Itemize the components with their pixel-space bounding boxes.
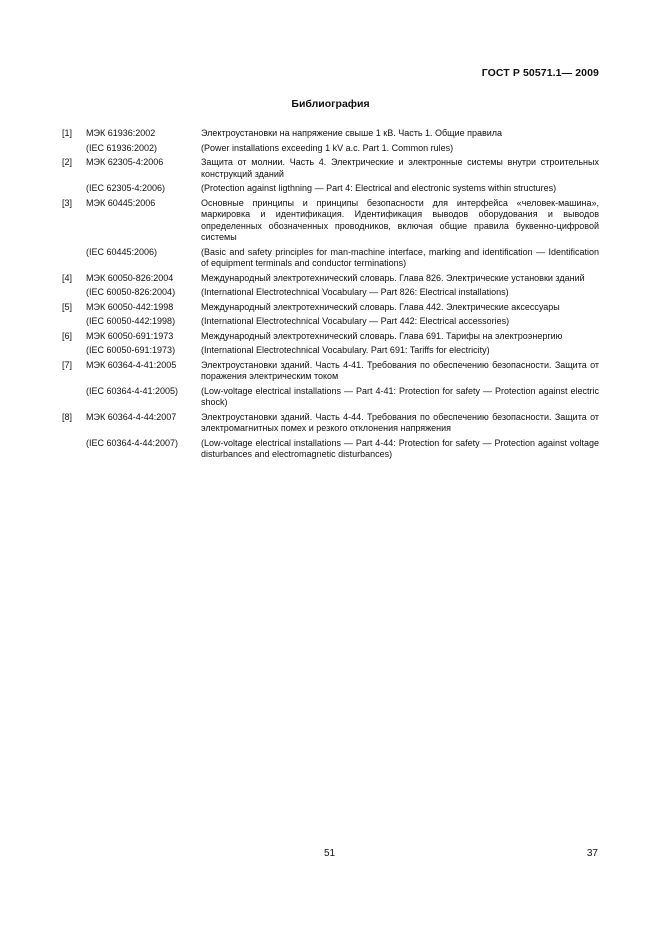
entry-text: Международный электротехнический словарь. Глава 691. Тарифы на электроэнергию (201, 330, 563, 341)
entry-text: (Low-voltage electrical installations — Part 4-44: Protection for safety — Protection against voltage disturbances and electromagnetic disturbances) (201, 437, 599, 459)
bibliography-entry (62, 143, 599, 155)
bibliography-entry (62, 183, 599, 195)
bibliography-entry (62, 438, 599, 461)
entry-code: (IEC 60050-691:1973) (86, 345, 176, 355)
entry-number (62, 386, 86, 409)
bibliography-entry (62, 345, 599, 357)
bibliography-entry (62, 198, 599, 244)
entry-text: (Protection against ligthning — Part 4: Electrical and electronic systems within structures) (201, 183, 557, 193)
entry-code: (IEC 60050-442:1998) (86, 316, 176, 326)
entry-number (62, 316, 86, 328)
entry-text: Защита от молнии. Часть 4. Электрические и электронные системы внутри строительных конструкций зданий (201, 157, 599, 179)
bibliography-title: Библиография (291, 98, 370, 110)
entry-code: (IEC 60364-4-44:2007) (86, 437, 179, 448)
entry-code: (IEC 62305-4:2006) (86, 183, 166, 193)
entry-code: МЭК 60364-4-41:2005 (86, 359, 177, 370)
entry-code: (IEC 60364-4-41:2005) (86, 385, 179, 396)
entry-code: МЭК 60050-691:1973 (86, 330, 174, 341)
entry-text: Международный электротехнический словарь. Глава 442. Электрические аксессуары (201, 301, 560, 312)
entry-code: МЭК 60050-826:2004 (86, 272, 174, 283)
bibliography-list (62, 128, 599, 464)
entry-text: (Power installations exceeding 1 kV a.c. Part 1. Common rules) (201, 142, 454, 153)
bibliography-entry (62, 386, 599, 409)
entry-text: Основные принципы и принципы безопасности для интерфейса «человек-машина», маркировка и идентификация. Идентификация выводов оборудования и выводов определенных обозначенных проводников, включая общие правила буквенно-цифровой системы (201, 197, 599, 242)
entry-code: МЭК 60364-4-44:2007 (86, 411, 177, 422)
entry-number (62, 183, 86, 195)
entry-text: (Basic and safety principles for man-machine interface, marking and identification — Identification of equipment terminals and conductor terminations) (201, 246, 599, 268)
bibliography-entry (62, 412, 599, 435)
entry-text: Электроустановки зданий. Часть 4-41. Требования по обеспечению безопасности. Защита от поражения электрическим током (201, 359, 599, 381)
entry-code: МЭК 60445:2006 (86, 197, 156, 208)
entry-number (62, 438, 86, 461)
entry-text: Международный электротехнический словарь. Глава 826. Электрические установки зданий (201, 272, 585, 283)
entry-number: [8] (62, 411, 73, 422)
document-standard-header: ГОСТ Р 50571.1— 2009 (481, 67, 599, 79)
bibliography-entry (62, 128, 599, 140)
entry-code: МЭК 62305-4:2006 (86, 157, 164, 167)
entry-number: [7] (62, 359, 73, 370)
entry-text: Электроустановки на напряжение свыше 1 кВ. Часть 1. Общие правила (201, 128, 503, 138)
entry-text: (International Electrotechnical Vocabulary. Part 691: Tariffs for electricity) (201, 345, 490, 355)
bibliography-entry (62, 247, 599, 270)
entry-number (62, 247, 86, 270)
entry-number: [2] (62, 157, 73, 167)
entry-code: МЭК 60050-442:1998 (86, 301, 174, 312)
page-number-center: 51 (324, 848, 336, 859)
entry-text: (Low-voltage electrical installations — Part 4-41: Protection for safety — Protection against electric shock) (201, 385, 599, 407)
entry-code: МЭК 61936:2002 (86, 128, 156, 138)
entry-code: (IEC 60445:2006) (86, 246, 158, 257)
entry-number (62, 287, 86, 299)
bibliography-entry (62, 316, 599, 328)
page-number-right: 37 (586, 848, 598, 859)
entry-code: (IEC 61936:2002) (86, 142, 158, 153)
entry-text: (International Electrotechnical Vocabulary — Part 826: Electrical installations) (201, 287, 509, 297)
bibliography-entry (62, 331, 599, 343)
entry-text: Электроустановки зданий. Часть 4-44. Требования по обеспечению безопасности. Защита от электромагнитных помех и резкого отклонения напряжения (201, 411, 599, 433)
entry-number: [5] (62, 301, 73, 312)
entry-number (62, 345, 86, 357)
entry-number (62, 143, 86, 155)
entry-number: [6] (62, 330, 73, 341)
bibliography-entry (62, 273, 599, 285)
bibliography-entry (62, 157, 599, 180)
entry-number: [4] (62, 272, 73, 283)
entry-number: [1] (62, 128, 73, 138)
entry-text: (International Electrotechnical Vocabulary — Part 442: Electrical accessories) (201, 316, 510, 326)
entry-number: [3] (62, 197, 73, 208)
entry-code: (IEC 60050-826:2004) (86, 287, 176, 297)
bibliography-entry (62, 360, 599, 383)
bibliography-entry (62, 302, 599, 314)
bibliography-entry (62, 287, 599, 299)
